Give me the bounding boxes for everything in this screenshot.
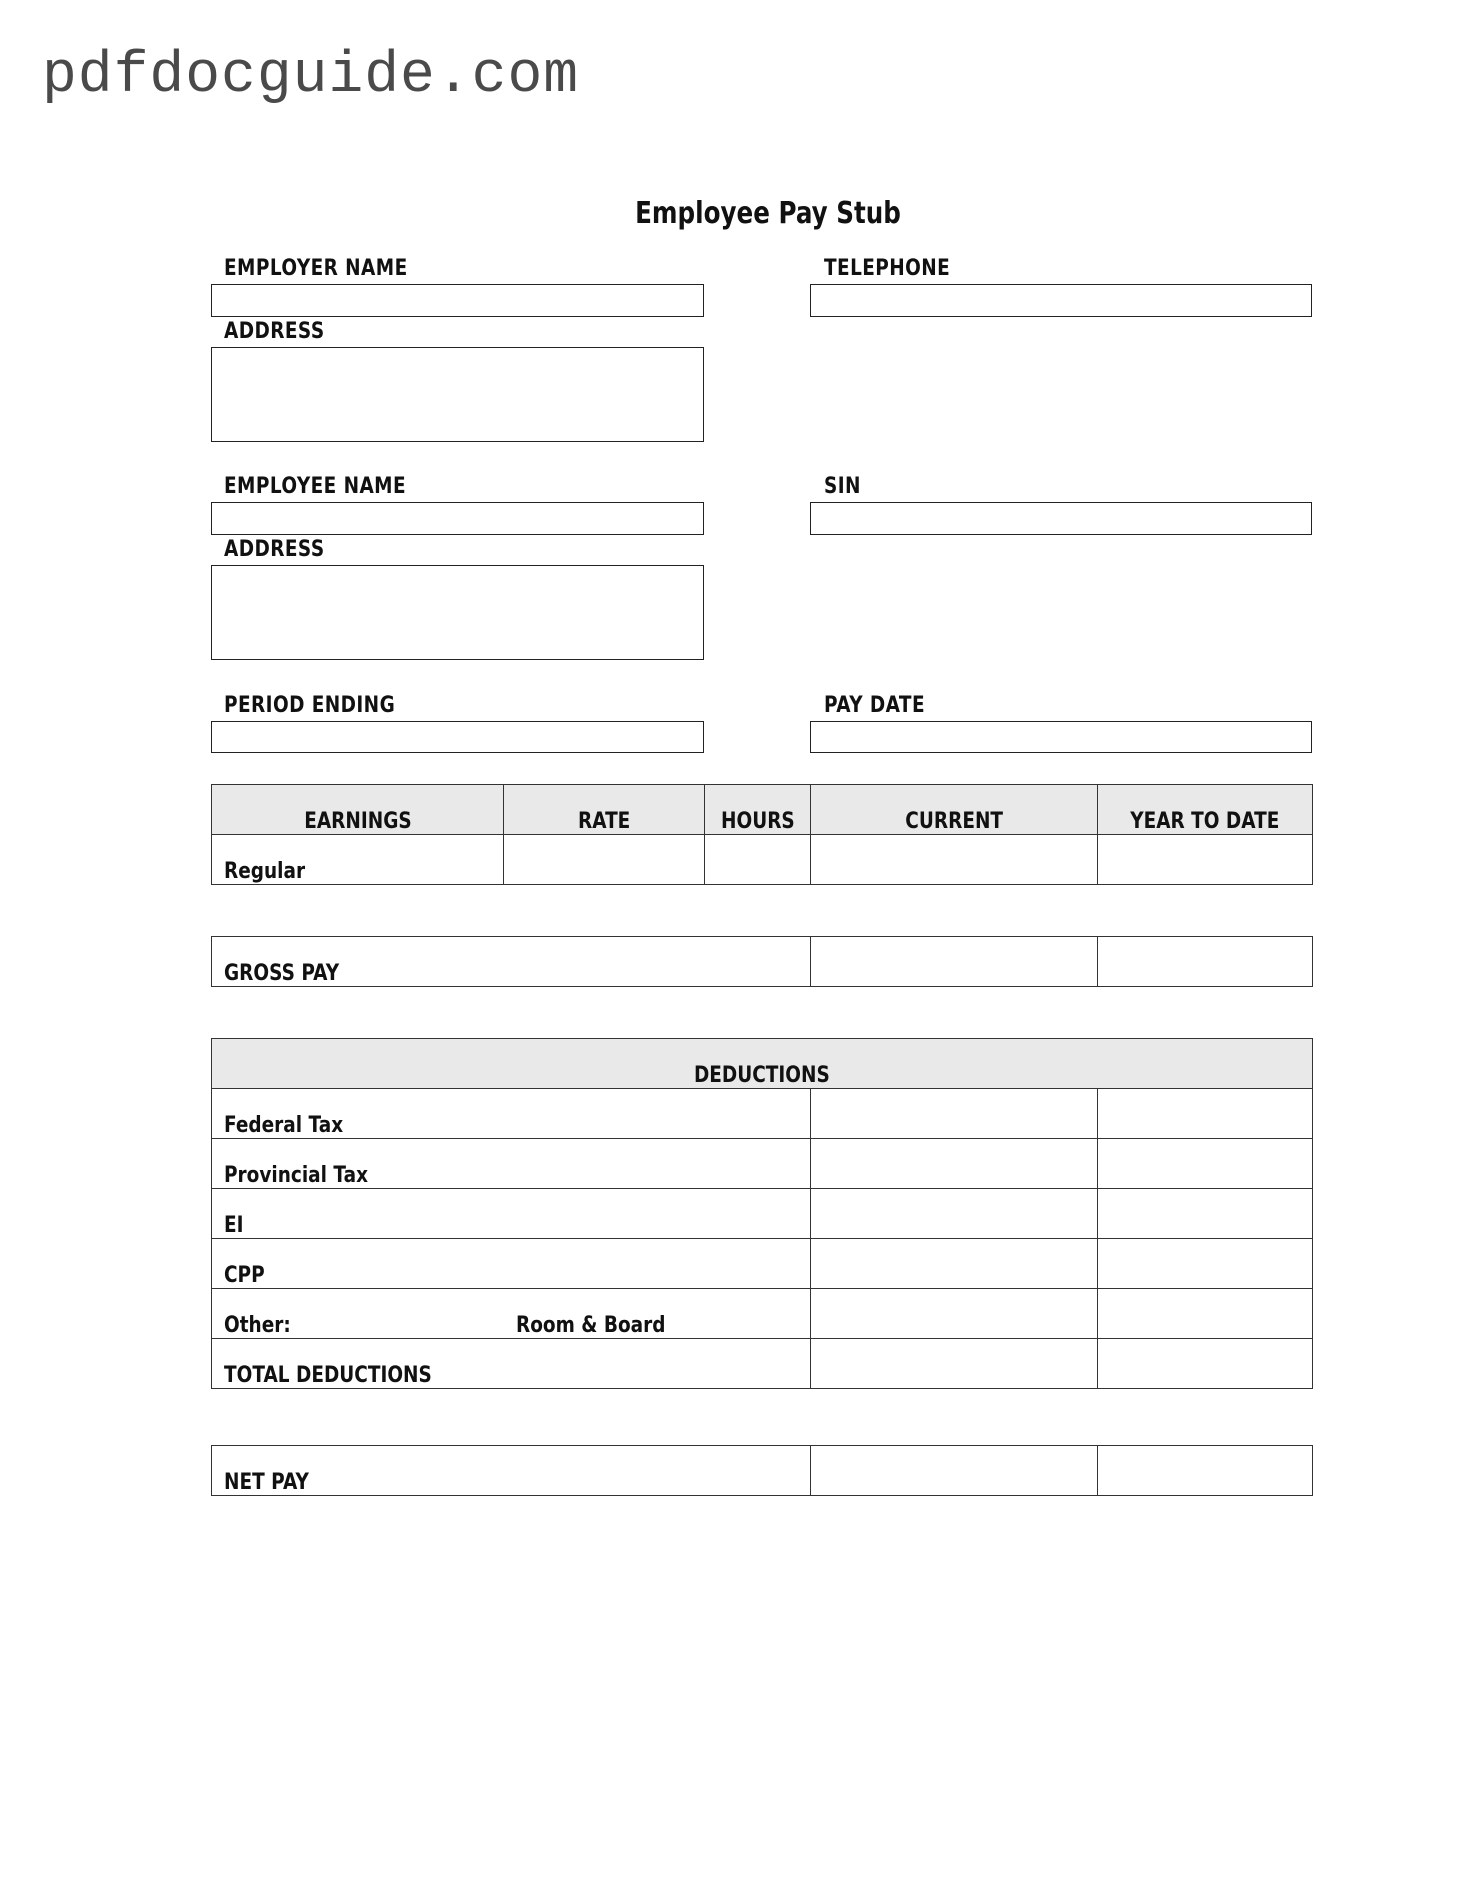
telephone-label: TELEPHONE — [824, 256, 951, 281]
employer-address-label: ADDRESS — [224, 319, 325, 344]
current-header: CURRENT — [811, 785, 1098, 835]
ei-label: EI — [212, 1189, 811, 1239]
gross-pay-row — [212, 937, 1313, 987]
federal-tax-current-cell[interactable] — [811, 1089, 1098, 1139]
net-pay-table — [211, 1445, 1313, 1496]
rate-header: RATE — [504, 785, 705, 835]
employer-name-label: EMPLOYER NAME — [224, 256, 408, 281]
deductions-table — [211, 1038, 1313, 1389]
earnings-header: EARNINGS — [212, 785, 504, 835]
employee-name-label: EMPLOYEE NAME — [224, 474, 407, 499]
regular-row — [212, 835, 1313, 885]
pay-date-label: PAY DATE — [824, 693, 925, 718]
ei-ytd-cell[interactable] — [1098, 1189, 1313, 1239]
net-pay-current-cell[interactable] — [811, 1446, 1098, 1496]
regular-label: Regular — [212, 835, 504, 885]
gross-pay-ytd-cell[interactable] — [1098, 937, 1313, 987]
other-label: Other: — [224, 1313, 291, 1338]
other-current-cell[interactable] — [811, 1289, 1098, 1339]
other-ytd-cell[interactable] — [1098, 1289, 1313, 1339]
provincial-tax-label: Provincial Tax — [212, 1139, 811, 1189]
other-cell — [212, 1289, 811, 1339]
earnings-header-row — [212, 785, 1313, 835]
sin-label: SIN — [824, 474, 861, 499]
total-deductions-row — [212, 1339, 1313, 1389]
sin-field[interactable] — [810, 502, 1312, 535]
regular-current-cell[interactable] — [811, 835, 1098, 885]
regular-ytd-cell[interactable] — [1098, 835, 1313, 885]
other-row — [212, 1289, 1313, 1339]
federal-tax-row — [212, 1089, 1313, 1139]
year-to-date-header: YEAR TO DATE — [1098, 785, 1313, 835]
federal-tax-ytd-cell[interactable] — [1098, 1089, 1313, 1139]
gross-pay-table — [211, 936, 1313, 987]
deductions-header-row — [212, 1039, 1313, 1089]
federal-tax-label: Federal Tax — [212, 1089, 811, 1139]
earnings-table — [211, 784, 1313, 885]
cpp-row — [212, 1239, 1313, 1289]
provincial-tax-current-cell[interactable] — [811, 1139, 1098, 1189]
period-ending-label: PERIOD ENDING — [224, 693, 396, 718]
gross-pay-label: GROSS PAY — [212, 937, 811, 987]
cpp-ytd-cell[interactable] — [1098, 1239, 1313, 1289]
net-pay-row — [212, 1446, 1313, 1496]
net-pay-label: NET PAY — [212, 1446, 811, 1496]
deductions-header: DEDUCTIONS — [212, 1039, 1313, 1089]
employee-address-label: ADDRESS — [224, 537, 325, 562]
cpp-current-cell[interactable] — [811, 1239, 1098, 1289]
cpp-label: CPP — [212, 1239, 811, 1289]
telephone-field[interactable] — [810, 284, 1312, 317]
total-deductions-ytd-cell[interactable] — [1098, 1339, 1313, 1389]
gross-pay-current-cell[interactable] — [811, 937, 1098, 987]
watermark-logo: pdfdocguide.com — [42, 44, 580, 109]
provincial-tax-ytd-cell[interactable] — [1098, 1139, 1313, 1189]
page-title: Employee Pay Stub — [635, 196, 901, 231]
provincial-tax-row — [212, 1139, 1313, 1189]
employer-address-field[interactable] — [211, 347, 704, 442]
ei-current-cell[interactable] — [811, 1189, 1098, 1239]
net-pay-ytd-cell[interactable] — [1098, 1446, 1313, 1496]
regular-rate-cell[interactable] — [504, 835, 705, 885]
ei-row — [212, 1189, 1313, 1239]
pay-date-field[interactable] — [810, 721, 1312, 753]
regular-hours-cell[interactable] — [705, 835, 811, 885]
other-value: Room & Board — [516, 1313, 666, 1338]
employer-name-field[interactable] — [211, 284, 704, 317]
employee-name-field[interactable] — [211, 502, 704, 535]
total-deductions-label: TOTAL DEDUCTIONS — [212, 1339, 811, 1389]
period-ending-field[interactable] — [211, 721, 704, 753]
total-deductions-current-cell[interactable] — [811, 1339, 1098, 1389]
hours-header: HOURS — [705, 785, 811, 835]
employee-address-field[interactable] — [211, 565, 704, 660]
